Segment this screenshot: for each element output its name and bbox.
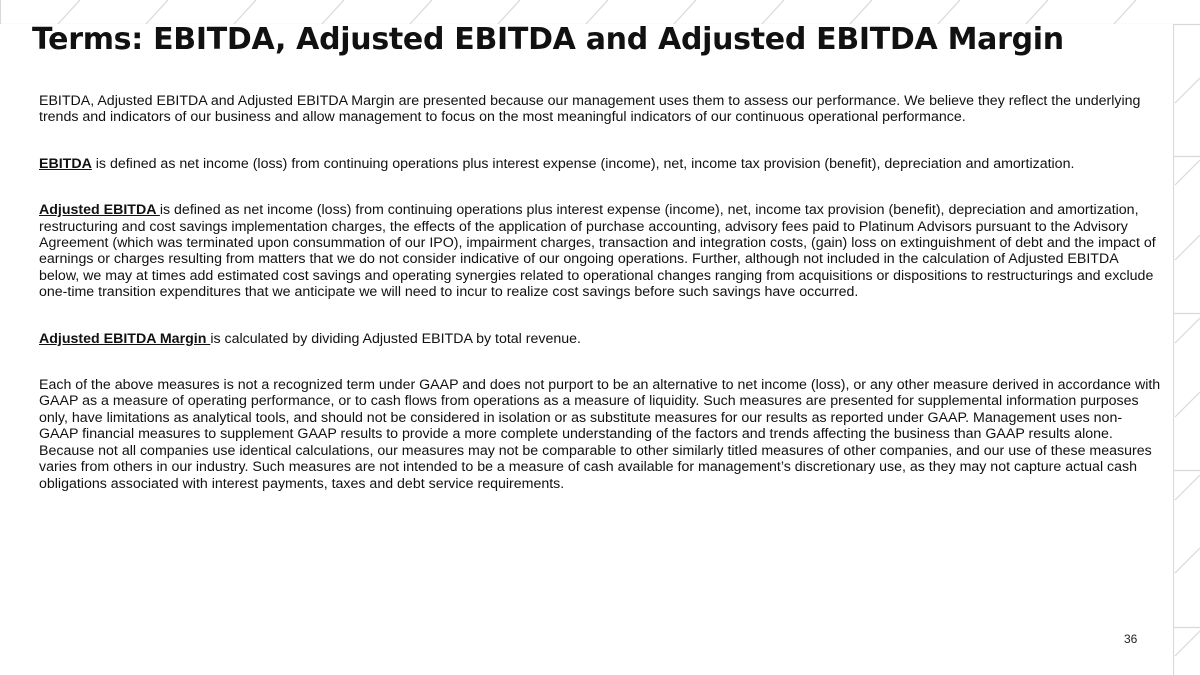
page-number: 36 xyxy=(1124,632,1138,646)
adjusted-ebitda-definition-text: is defined as net income (loss) from continuing operations plus interest expense (income), net, income tax provision (benefit), depreciation and amortization, restructuring and cost savings implementation charges, the effects of the application of purchase accounting, advisory fees paid to Platinum Advisors pursuant to the Advisory Agreement (which was terminated upon consummation of our IPO), impairment charges, transaction and integration costs, (gain) loss on extinguishment of debt and the impact of earnings or charges resulting from matters that we do not consider indicative of our ongoing operations. Further, although not included in the calculation of Adjusted EBITDA below, we may at times add estimated cost savings and operating synergies related to operational changes ranging from acquisitions or dispositions to restructurings and exclude one-time transition expenditures that we anticipate we will need to incur to realize cost savings before such savings have occurred. xyxy=(39,202,1156,301)
ebitda-definition-text: is defined as net income (loss) from continuing operations plus interest expense (income), net, income tax provision (benefit), depreciation and amortization. xyxy=(91,155,1075,172)
gaap-disclaimer-paragraph: Each of the above measures is not a recognized term under GAAP and does not purport to be an alternative to net income (loss), or any other measure derived in accordance with GAAP as a measure of operating performance, or to cash flows from operations as a measure of liquidity. Such measures are presented for supplemental information purposes only, have limitations as analytical tools, and should not be considered in isolation or as substitute measures for our results as reported under GAAP. Management uses non-GAAP financial measures to supplement GAAP results to provide a more complete understanding of the factors and trends affecting the business than GAAP results alone. Because not all companies use identical calculations, our measures may not be comparable to other similarly titled measures of other companies, and our use of these measures varies from others in our industry. Such measures are not intended to be a measure of cash available for management’s discretionary use, as they may not capture actual cash obligations associated with interest payments, taxes and debt service requirements. xyxy=(39,377,1161,492)
adjusted-ebitda-margin-term: Adjusted EBITDA Margin xyxy=(39,330,211,347)
ebitda-term: EBITDA xyxy=(39,155,92,172)
adjusted-ebitda-margin-definition-text: is calculated by dividing Adjusted EBITDA by total revenue. xyxy=(210,330,581,347)
adjusted-ebitda-margin-definition xyxy=(39,331,1161,347)
slide-body xyxy=(39,93,1161,522)
adjusted-ebitda-definition xyxy=(39,202,1161,300)
ebitda-definition xyxy=(39,156,1161,172)
adjusted-ebitda-term: Adjusted EBITDA xyxy=(39,202,160,219)
intro-paragraph: EBITDA, Adjusted EBITDA and Adjusted EBITDA Margin are presented because our management uses them to assess our performance. We believe they reflect the underlying trends and indicators of our business and allow management to focus on the most meaningful indicators of our continuous operational performance. xyxy=(39,93,1141,126)
page-title: Terms: EBITDA, Adjusted EBITDA and Adjusted EBITDA Margin xyxy=(32,22,1064,57)
